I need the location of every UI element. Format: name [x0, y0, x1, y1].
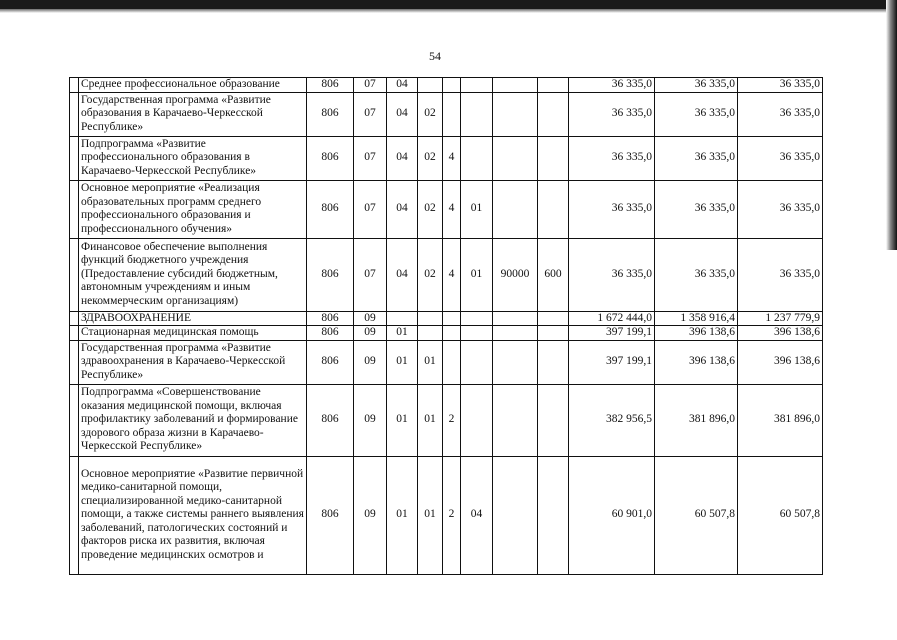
row-index-cell	[70, 136, 79, 180]
program-code-cell: 01	[418, 384, 443, 456]
amount-year1-cell: 36 335,0	[569, 136, 655, 180]
program-code-cell	[418, 311, 443, 326]
expense-type-cell	[538, 92, 569, 136]
activity-code-cell	[461, 78, 493, 93]
subsection-code-cell: 04	[387, 238, 418, 311]
amount-year3-cell: 36 335,0	[738, 180, 823, 238]
item-name-cell: Подпрограмма «Развитие профессионального образования в Карачаево-Черкесской Республике»	[79, 136, 307, 180]
expense-type-cell	[538, 78, 569, 93]
amount-year3-cell: 36 335,0	[738, 78, 823, 93]
program-code-cell	[418, 326, 443, 341]
scan-edge-top	[0, 0, 897, 9]
row-index-cell	[70, 456, 79, 574]
subprogram-code-cell: 2	[443, 456, 461, 574]
subprogram-code-cell	[443, 340, 461, 384]
row-index-cell	[70, 180, 79, 238]
row-index-cell	[70, 92, 79, 136]
amount-year1-cell: 397 199,1	[569, 340, 655, 384]
table-row	[70, 326, 823, 341]
program-code-cell: 02	[418, 180, 443, 238]
amount-year3-cell: 36 335,0	[738, 92, 823, 136]
direction-code-cell	[493, 311, 538, 326]
program-code-cell: 02	[418, 238, 443, 311]
amount-year3-cell: 396 138,6	[738, 340, 823, 384]
ministry-code-cell: 806	[307, 78, 354, 93]
activity-code-cell: 04	[461, 456, 493, 574]
amount-year3-cell: 381 896,0	[738, 384, 823, 456]
amount-year1-cell: 1 672 444,0	[569, 311, 655, 326]
amount-year1-cell: 36 335,0	[569, 238, 655, 311]
program-code-cell: 02	[418, 136, 443, 180]
amount-year3-cell: 1 237 779,9	[738, 311, 823, 326]
item-name-cell: Основное мероприятие «Реализация образовательных программ среднего профессионального образования и профессионального обучения»	[79, 180, 307, 238]
activity-code-cell: 01	[461, 180, 493, 238]
amount-year1-cell: 36 335,0	[569, 78, 655, 93]
subsection-code-cell: 01	[387, 456, 418, 574]
direction-code-cell	[493, 456, 538, 574]
section-code-cell: 09	[354, 456, 387, 574]
row-index-cell	[70, 340, 79, 384]
section-code-cell: 07	[354, 92, 387, 136]
ministry-code-cell: 806	[307, 456, 354, 574]
direction-code-cell	[493, 340, 538, 384]
ministry-code-cell: 806	[307, 92, 354, 136]
subsection-code-cell: 04	[387, 92, 418, 136]
amount-year3-cell: 36 335,0	[738, 136, 823, 180]
activity-code-cell	[461, 326, 493, 341]
subprogram-code-cell: 4	[443, 180, 461, 238]
item-name-cell: Стационарная медицинская помощь	[79, 326, 307, 341]
amount-year1-cell: 60 901,0	[569, 456, 655, 574]
ministry-code-cell: 806	[307, 238, 354, 311]
budget-table	[69, 77, 823, 575]
item-name-cell: ЗДРАВООХРАНЕНИЕ	[79, 311, 307, 326]
subprogram-code-cell: 4	[443, 238, 461, 311]
program-code-cell	[418, 78, 443, 93]
table-row	[70, 238, 823, 311]
subprogram-code-cell	[443, 92, 461, 136]
section-code-cell: 09	[354, 311, 387, 326]
scan-edge-right	[886, 0, 897, 250]
row-index-cell	[70, 311, 79, 326]
subprogram-code-cell: 2	[443, 384, 461, 456]
amount-year2-cell: 381 896,0	[655, 384, 738, 456]
section-code-cell: 09	[354, 340, 387, 384]
row-index-cell	[70, 78, 79, 93]
amount-year1-cell: 382 956,5	[569, 384, 655, 456]
direction-code-cell	[493, 78, 538, 93]
activity-code-cell	[461, 136, 493, 180]
activity-code-cell	[461, 311, 493, 326]
subprogram-code-cell	[443, 311, 461, 326]
section-code-cell: 07	[354, 180, 387, 238]
activity-code-cell	[461, 384, 493, 456]
amount-year2-cell: 396 138,6	[655, 340, 738, 384]
section-code-cell: 07	[354, 78, 387, 93]
ministry-code-cell: 806	[307, 136, 354, 180]
amount-year1-cell: 397 199,1	[569, 326, 655, 341]
expense-type-cell	[538, 180, 569, 238]
direction-code-cell	[493, 384, 538, 456]
row-index-cell	[70, 238, 79, 311]
section-code-cell: 07	[354, 136, 387, 180]
table-row	[70, 78, 823, 93]
ministry-code-cell: 806	[307, 311, 354, 326]
amount-year1-cell: 36 335,0	[569, 180, 655, 238]
section-code-cell: 09	[354, 384, 387, 456]
subprogram-code-cell: 4	[443, 136, 461, 180]
ministry-code-cell: 806	[307, 180, 354, 238]
subsection-code-cell: 01	[387, 340, 418, 384]
expense-type-cell: 600	[538, 238, 569, 311]
amount-year3-cell: 36 335,0	[738, 238, 823, 311]
program-code-cell: 01	[418, 456, 443, 574]
table-row	[70, 311, 823, 326]
row-index-cell	[70, 326, 79, 341]
page-number: 54	[429, 49, 441, 63]
ministry-code-cell: 806	[307, 340, 354, 384]
item-name-cell: Финансовое обеспечение выполнения функций бюджетного учреждения (Предоставление субсидий бюджетным, автономным учреждениям и иным некоммерческим организациям)	[79, 238, 307, 311]
direction-code-cell	[493, 180, 538, 238]
subsection-code-cell: 04	[387, 78, 418, 93]
subprogram-code-cell	[443, 326, 461, 341]
subprogram-code-cell	[443, 78, 461, 93]
table-row	[70, 340, 823, 384]
subsection-code-cell	[387, 311, 418, 326]
direction-code-cell: 90000	[493, 238, 538, 311]
ministry-code-cell: 806	[307, 326, 354, 341]
ministry-code-cell: 806	[307, 384, 354, 456]
direction-code-cell	[493, 326, 538, 341]
amount-year2-cell: 396 138,6	[655, 326, 738, 341]
subsection-code-cell: 04	[387, 180, 418, 238]
amount-year2-cell: 36 335,0	[655, 92, 738, 136]
amount-year2-cell: 36 335,0	[655, 238, 738, 311]
item-name-cell: Основное мероприятие «Развитие первичной медико-санитарной помощи, специализированной медико-санитарной помощи, а также системы раннего выявления заболеваний, патологических состояний и факторов риска их развития, включая проведение медицинских осмотров и	[79, 456, 307, 574]
table-row	[70, 180, 823, 238]
section-code-cell: 09	[354, 326, 387, 341]
amount-year2-cell: 60 507,8	[655, 456, 738, 574]
activity-code-cell: 01	[461, 238, 493, 311]
expense-type-cell	[538, 311, 569, 326]
amount-year2-cell: 36 335,0	[655, 136, 738, 180]
subsection-code-cell: 01	[387, 326, 418, 341]
amount-year3-cell: 60 507,8	[738, 456, 823, 574]
expense-type-cell	[538, 456, 569, 574]
subsection-code-cell: 04	[387, 136, 418, 180]
table-row	[70, 384, 823, 456]
expense-type-cell	[538, 384, 569, 456]
expense-type-cell	[538, 136, 569, 180]
program-code-cell: 02	[418, 92, 443, 136]
amount-year1-cell: 36 335,0	[569, 92, 655, 136]
section-code-cell: 07	[354, 238, 387, 311]
amount-year3-cell: 396 138,6	[738, 326, 823, 341]
row-index-cell	[70, 384, 79, 456]
item-name-cell: Среднее профессиональное образование	[79, 78, 307, 93]
expense-type-cell	[538, 340, 569, 384]
direction-code-cell	[493, 92, 538, 136]
direction-code-cell	[493, 136, 538, 180]
activity-code-cell	[461, 340, 493, 384]
amount-year2-cell: 1 358 916,4	[655, 311, 738, 326]
item-name-cell: Государственная программа «Развитие здравоохранения в Карачаево-Черкесской Республике»	[79, 340, 307, 384]
expense-type-cell	[538, 326, 569, 341]
item-name-cell: Государственная программа «Развитие образования в Карачаево-Черкесской Республике»	[79, 92, 307, 136]
amount-year2-cell: 36 335,0	[655, 78, 738, 93]
scan-edge-top-shadow	[0, 9, 897, 13]
program-code-cell: 01	[418, 340, 443, 384]
item-name-cell: Подпрограмма «Совершенствование оказания медицинской помощи, включая профилактику заболеваний и формирование здорового образа жизни в Карачаево-Черкесской Республике»	[79, 384, 307, 456]
table-row	[70, 92, 823, 136]
table-row	[70, 136, 823, 180]
table-row	[70, 456, 823, 574]
subsection-code-cell: 01	[387, 384, 418, 456]
amount-year2-cell: 36 335,0	[655, 180, 738, 238]
activity-code-cell	[461, 92, 493, 136]
